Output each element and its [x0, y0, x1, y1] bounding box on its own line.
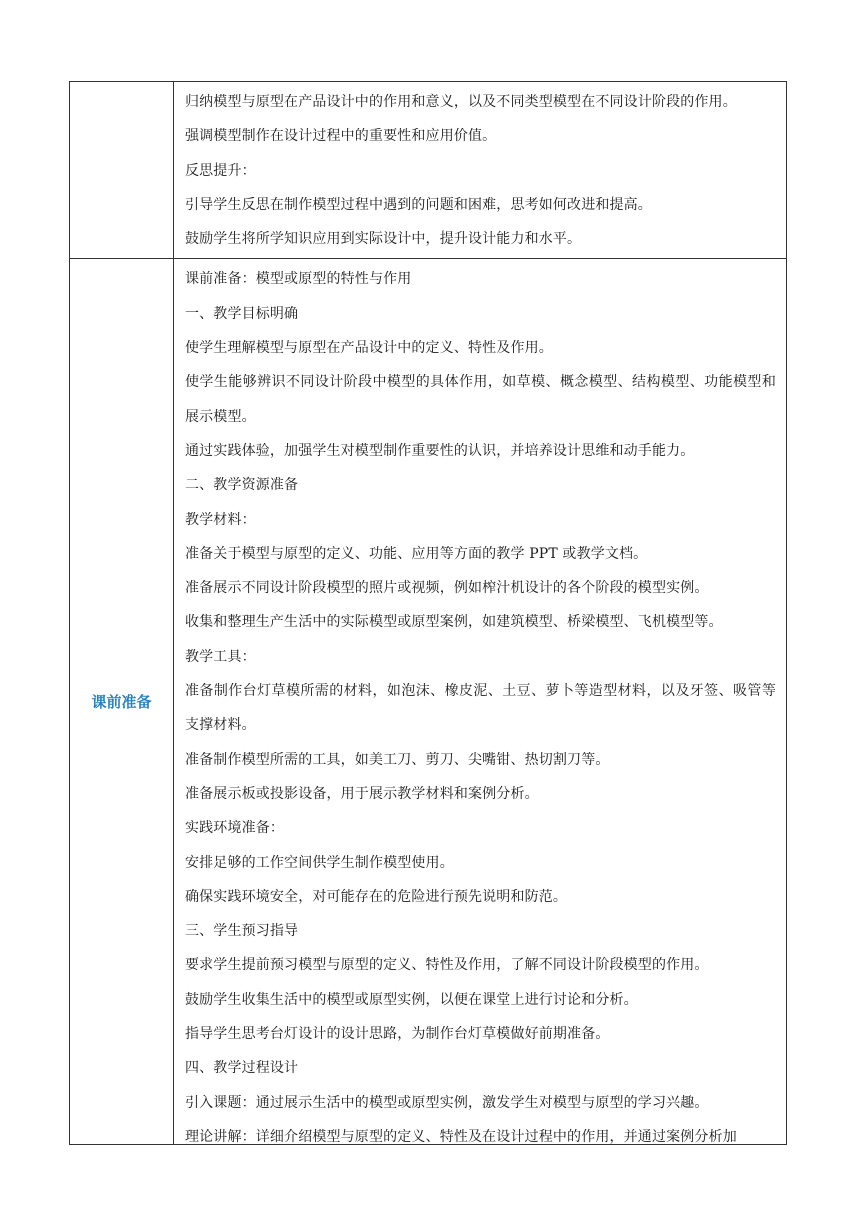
section-heading: 四、教学过程设计 — [185, 1060, 299, 1077]
text-line: 准备制作模型所需的工具，如美工刀、剪刀、尖嘴钳、热切割刀等。 — [185, 751, 610, 768]
text-line: 使学生能够辨识不同设计阶段中模型的具体作用，如草模、概念模型、结构模型、功能模型和展示模型。 — [185, 374, 776, 425]
text-line: 课前准备：模型或原型的特性与作用 — [185, 271, 412, 288]
table-row — [70, 82, 787, 259]
text-line: 引入课题：通过展示生活中的模型或原型实例，激发学生对模型与原型的学习兴趣。 — [185, 1094, 709, 1111]
text-line: 确保实践环境安全，对可能存在的危险进行预先说明和防范。 — [185, 888, 568, 905]
lesson-plan-table — [69, 81, 787, 1145]
text-line: 鼓励学生收集生活中的模型或原型实例，以便在课堂上进行讨论和分析。 — [185, 991, 638, 1008]
text-line: 理论讲解：详细介绍模型与原型的定义、特性及在设计过程中的作用，并通过案例分析加 — [185, 1128, 737, 1145]
text-line: 通过实践体验，加强学生对模型制作重要性的认识，并培养设计思维和动手能力。 — [185, 442, 695, 459]
row-label-cell — [70, 259, 174, 1145]
text-line: 使学生理解模型与原型在产品设计中的定义、特性及作用。 — [185, 340, 553, 357]
content-cell — [174, 259, 787, 1145]
subheading: 教学工具： — [185, 648, 256, 665]
text-line: 指导学生思考台灯设计的设计思路，为制作台灯草模做好前期准备。 — [185, 1026, 610, 1043]
text-line: 安排足够的工作空间供学生制作模型使用。 — [185, 854, 454, 871]
text-line: 强调模型制作在设计过程中的重要性和应用价值。 — [185, 128, 497, 145]
section-heading: 三、学生预习指导 — [185, 923, 299, 940]
section-heading: 一、教学目标明确 — [185, 305, 299, 322]
text-line: 准备展示不同设计阶段模型的照片或视频，例如榨汁机设计的各个阶段的模型实例。 — [185, 580, 709, 597]
text-line: 收集和整理生产生活中的实际模型或原型案例，如建筑模型、桥梁模型、飞机模型等。 — [185, 614, 723, 631]
text-line: 引导学生反思在制作模型过程中遇到的问题和困难，思考如何改进和提高。 — [185, 196, 652, 213]
subheading: 实践环境准备： — [185, 820, 285, 837]
content-cell — [174, 82, 787, 259]
text-line: 准备关于模型与原型的定义、功能、应用等方面的教学 PPT 或教学文档。 — [185, 545, 648, 562]
text-line: 归纳模型与原型在产品设计中的作用和意义，以及不同类型模型在不同设计阶段的作用。 — [185, 94, 737, 110]
table-row — [70, 259, 787, 1145]
text-line: 准备制作台灯草模所需的材料，如泡沫、橡皮泥、土豆、萝卜等造型材料，以及牙签、吸管等支撑材料。 — [185, 683, 776, 734]
subheading: 教学材料： — [185, 511, 256, 528]
text-line: 要求学生提前预习模型与原型的定义、特性及作用，了解不同设计阶段模型的作用。 — [185, 957, 709, 974]
text-line: 反思提升： — [185, 162, 256, 179]
row-label: 课前准备 — [91, 693, 152, 712]
row-label-cell — [70, 82, 174, 259]
text-line: 准备展示板或投影设备，用于展示教学材料和案例分析。 — [185, 785, 539, 802]
text-line: 鼓励学生将所学知识应用到实际设计中，提升设计能力和水平。 — [185, 231, 582, 248]
section-heading: 二、教学资源准备 — [185, 477, 299, 494]
